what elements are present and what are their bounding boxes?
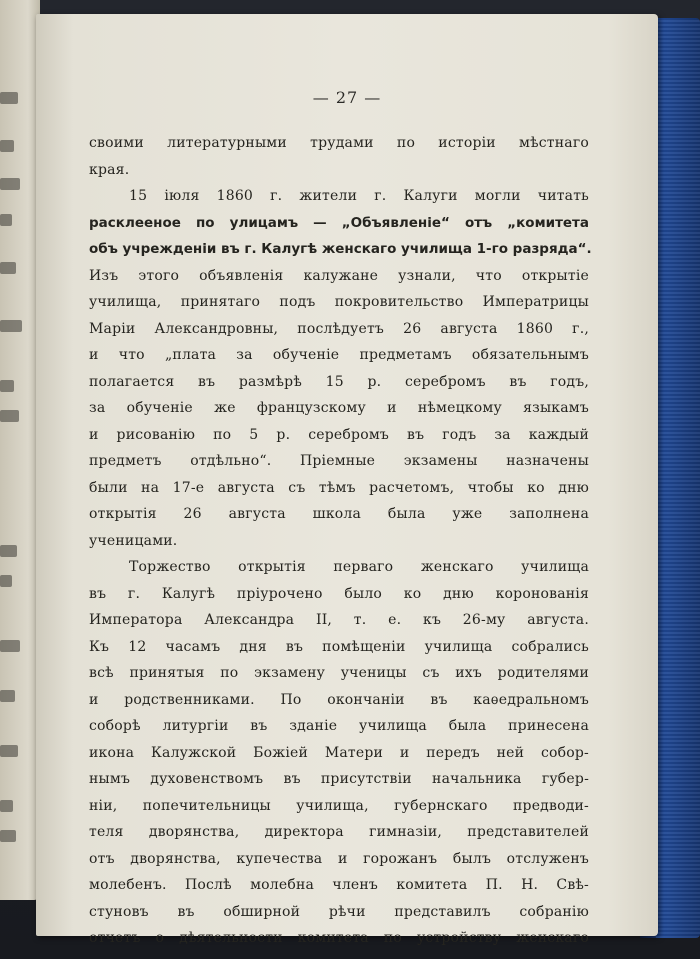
text-line: ніи, попечительницы училища, губернскаго предводи- (89, 797, 589, 814)
text-line: 15 іюля 1860 г. жители г. Калуги могли читать (129, 188, 589, 204)
page-text (89, 130, 592, 952)
facing-page-edge (0, 0, 40, 900)
text-line: полагается въ размѣрѣ 15 р. серебромъ въ годъ, (89, 373, 589, 390)
text-line: стуновъ въ обширной рѣчи представилъ собранію (89, 903, 589, 920)
text-line: отъ дворянства, купечества и горожанъ былъ отслуженъ (89, 850, 589, 867)
facing-page-text-fragment (0, 320, 22, 332)
text-line: и рисованію по 5 р. серебромъ въ годъ за каждый (89, 426, 589, 443)
text-line: Къ 12 часамъ дня въ помѣщеніи училища собрались (89, 638, 589, 655)
text-line: икона Калужской Божіей Матери и передъ ней собор- (89, 744, 589, 761)
text-line: ученицами. (89, 532, 178, 549)
text-line: Маріи Александровны, послѣдуетъ 26 августа 1860 г., (89, 320, 589, 337)
facing-page-text-fragment (0, 262, 16, 274)
text-line: молебенъ. Послѣ молебна членъ комитета П. Н. Свѣ- (89, 877, 589, 893)
facing-page-text-fragment (0, 92, 18, 104)
text-line: Изъ этого объявленія калужане узнали, что открытіе (89, 267, 589, 284)
text-line: соборѣ литургіи въ зданіе училища была принесена (89, 718, 589, 734)
text-line: предметъ отдѣльно“. Пріемные экзамены назначены (89, 453, 589, 469)
text-line: отчетъ о дѣятельности комитета по устройству женскаго (89, 930, 589, 946)
facing-page-text-fragment (0, 690, 15, 702)
facing-page-text-fragment (0, 140, 14, 152)
facing-page-text-fragment (0, 214, 12, 226)
text-line: теля дворянства, директора гимназіи, представителей (89, 824, 589, 840)
facing-page-text-fragment (0, 545, 17, 557)
facing-page-text-fragment (0, 745, 18, 757)
facing-page-text-fragment (0, 640, 20, 652)
text-line: и что „плата за обученіе предметамъ обязательнымъ (89, 347, 589, 363)
text-line: Торжество открытія перваго женскаго училища (129, 559, 589, 575)
text-line: Императора Александра II, т. е. къ 26-му августа. (89, 612, 589, 628)
text-line: и родственниками. По окончаніи въ каѳедральномъ (89, 691, 589, 708)
text-line-emphasis: объ учрежденіи въ г. Калугѣ женскаго училища 1-го разряда“. (89, 241, 592, 257)
text-line: были на 17-е августа съ тѣмъ расчетомъ, чтобы ко дню (89, 479, 589, 496)
text-line: нымъ духовенствомъ въ присутствіи начальника губер- (89, 771, 589, 787)
text-line-emphasis: расклееное по улицамъ — „Объявленіе“ отъ „комитета (89, 214, 589, 231)
page-number: — 27 — (312, 88, 382, 107)
text-line: въ г. Калугѣ пріурочено было ко дню коронованія (89, 585, 589, 602)
text-line: всѣ принятыя по экзамену ученицы съ ихъ родителями (89, 665, 589, 681)
book-page (36, 14, 658, 946)
text-line: за обученіе же французскому и нѣмецкому языкамъ (89, 400, 589, 416)
facing-page-text-fragment (0, 410, 19, 422)
facing-page-text-fragment (0, 800, 13, 812)
facing-page-text-fragment (0, 380, 14, 392)
facing-page-text-fragment (0, 178, 20, 190)
facing-page-text-fragment (0, 575, 12, 587)
text-line: открытія 26 августа школа была уже заполнена (89, 506, 589, 522)
text-line: своими литературными трудами по исторіи мѣстнаго (89, 135, 589, 151)
text-line: училища, принятаго подъ покровительство Императрицы (89, 294, 589, 310)
facing-page-text-fragment (0, 830, 16, 842)
text-line: края. (89, 161, 130, 178)
